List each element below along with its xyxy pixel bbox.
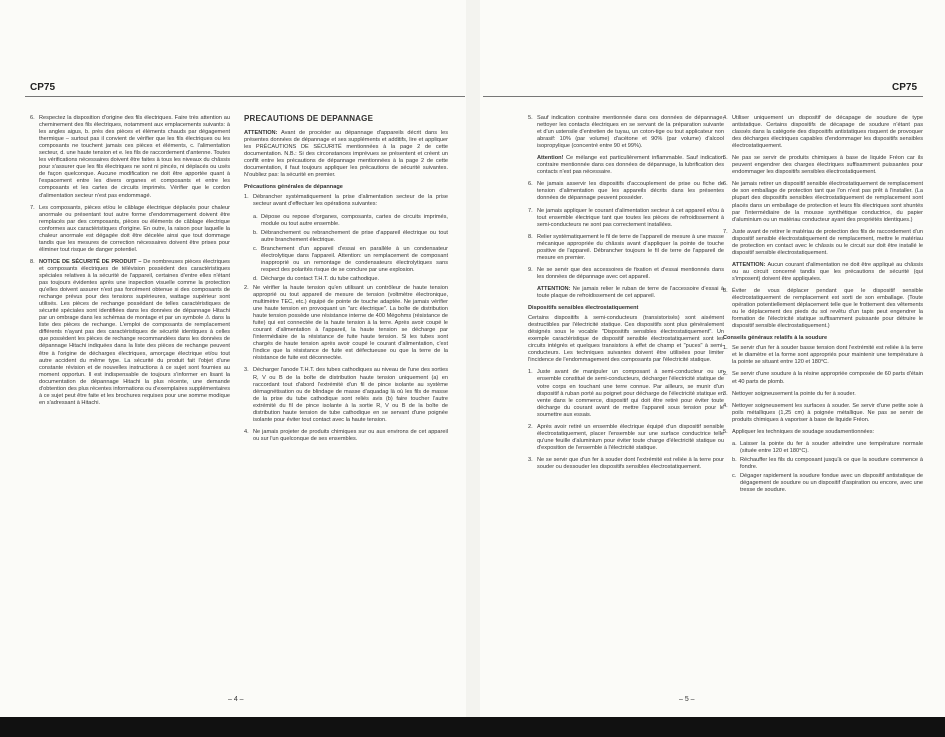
item-body: Débranchement ou rebranchement de prise d'appareil électrique ou tout autre branchement électrique. bbox=[261, 229, 448, 243]
numbered-item bbox=[723, 345, 923, 366]
item-text bbox=[537, 208, 724, 229]
header-rule-left bbox=[25, 96, 465, 97]
numbered-item bbox=[528, 155, 724, 176]
numbered-item bbox=[30, 115, 230, 200]
item-body: Aucun courant d'alimentation ne doit être appliqué au châssis ou au circuit concerné tandis que les précautions de sécurité (qui s'imposent) doivent être appliquées. bbox=[732, 261, 923, 282]
item-number: 1. bbox=[723, 345, 728, 352]
item-text bbox=[732, 391, 923, 398]
item-number: 5. bbox=[528, 115, 533, 121]
item-body: Ne jamais retirer un dispositif sensible électrostatiquement de remplacement de son emballage de protection tant que l'on n'est pas prêt à l'installer. (La plupart des dispositifs sensibles électrostatiquement de remplacement sont placés dans un emballage de protection et leurs fils électriques sont shuntés par l'intermédiaire de la mousse synthétique conductrice, du papier d'aluminium ou un matériau conducteur ayant des propriétés identiques.) bbox=[732, 181, 923, 223]
item-label: ATTENTION: bbox=[732, 261, 768, 268]
right-page bbox=[473, 0, 945, 737]
item-body: Se servir d'une soudure à la résine appropriée composée de 60 parts d'étain et 40 parts de plomb. bbox=[732, 371, 923, 385]
item-body: Éviter de vous déplacer pendant que le dispositif sensible électrostatiquement de remplacement est sorti de son emballage. (Toute opération potentiellement déplacement telle que le frottement des vêtements ou le déplacement des pieds du sol revêtu d'un tapis peut engendrer la formation de l'électricité statique suffisamment puissante pour détruire le dispositif sensible électrostatiquement.) bbox=[732, 287, 923, 330]
item-text bbox=[732, 288, 923, 330]
numbered-item bbox=[30, 259, 230, 407]
item-number bbox=[723, 262, 732, 283]
numbered-item bbox=[528, 286, 724, 300]
item-body: Ne jamais asservir les dispositifs d'accouplement de prise ou fiche de tension d'alimentation que les appareils décrits dans les présentes données de dépannage peuvent posséder. bbox=[537, 181, 724, 202]
item-body: Appliquer les techniques de soudage soudamentionnées: bbox=[732, 428, 875, 435]
subheading-esd: Dispositifs sensibles électrostatiquement bbox=[528, 305, 639, 312]
item-body: Nettoyer soigneusement les surfaces à souder. Se servir d'une petite soie à poils métalliques (1,25 cm) à poignée métallique. Ne pas se servir de produits chimiques à vaporiser à base de liquide Fréon. bbox=[732, 402, 923, 423]
item-text bbox=[732, 181, 923, 223]
item-text bbox=[39, 205, 230, 254]
item-number: 5. bbox=[723, 428, 728, 435]
item-body: Dépose ou repose d'organes, composants, cartes de circuits imprimés, module ou tout autre ensemble. bbox=[261, 213, 448, 227]
item-body: Juste avant de retirer le matériau de protection des fils de raccordement d'un dispositif sensible électrostatiquement de remplacement, mettre le matériau de protection en contact avec le châssis ou le circuit sur doit être installé le dispositif sensible électrostatiquement. bbox=[732, 228, 923, 256]
item-label: Attention! bbox=[537, 155, 566, 162]
item-text bbox=[253, 367, 448, 423]
item-body: Décharger l'anode T.H.T. des tubes cathodiques au niveau de l'une des sorties R, V ou B de la boîte de distribution haute tension uniquement (a) en raccordant tout d'abord l'extrémité d'un fil de pince isolante au système démagnétisation ou de blindage de masse d'aquadag là où les fils de masse de la prise du tube cathodique sont reliés avis (b) faire toucher l'autre extrémité du fil de pince isolante à la sortie R, V ou B de la boîte de distribution haute tension de tube cathodique en se servant d'une poignée isolante pour éviter tout contact avec la haute tension. bbox=[253, 367, 448, 423]
item-number bbox=[528, 155, 537, 176]
item-number: 2. bbox=[244, 284, 249, 291]
esd-paragraph: Certains dispositifs à semi-conducteurs (transistorisés) sont aisément destructibles par l'électricité statique. Ces dispositifs sont plus généralement désignés sous le vocable "Dispositifs sensibles électrostatiquement". Un exemple caractéristique de dispositif sensible électrostatiquement sont les circuits intégrés et quelques transistors à effet de champ et "puces" à semi-conducteurs. Les techniques suivantes doivent être utilisées pour limiter l'incidence de l'endommagement des composants par l'électricité statique. bbox=[528, 315, 724, 364]
numbered-item bbox=[723, 229, 923, 257]
item-body: Ne jamais appliquer le courant d'alimentation secteur à cet appareil et/ou à tout ensemble électrique tant que toutes les pièces de refroidissement à semi-conducteurs ne sont pas correctement installées. bbox=[537, 207, 724, 228]
item-body: Juste avant de manipuler un composant à semi-conducteur ou un ensemble constitué de semi-conducteurs, décharger l'électricité statique de votre corps en touchant une terre connue. Par ailleurs, se munir d'un dispositif à ruban porté au poignet pour décharge de l'électricité statique en vente dans le commerce, dispositif qui doit être retiré pour éviter toute décharge du courant avant de mettre l'appareil sous tension pour le soumettre aux essais. bbox=[537, 369, 724, 418]
item-number: b. bbox=[732, 456, 737, 463]
item-text bbox=[261, 230, 448, 244]
sub-item bbox=[732, 473, 923, 494]
numbered-item bbox=[528, 369, 724, 418]
item-number: 7. bbox=[30, 204, 35, 211]
item-text bbox=[537, 181, 724, 202]
item-number: 2. bbox=[723, 371, 728, 378]
item-text bbox=[261, 214, 448, 228]
attention-label: ATTENTION: bbox=[244, 130, 278, 137]
item-text bbox=[253, 194, 448, 208]
item-number: c. bbox=[253, 245, 258, 252]
sub-item bbox=[253, 230, 448, 244]
item-body: Débrancher systématiquement la prise d'alimentation secteur de la prise secteur avant d'effectuer les opérations suivantes: bbox=[253, 194, 448, 208]
item-list bbox=[723, 345, 923, 494]
item-text bbox=[732, 429, 923, 436]
item-number: 8. bbox=[723, 287, 728, 294]
attention-text: Avant de procéder au dépannage d'appareils décrit dans les présentes données de dépannage et ses suppléments et additifs, lire et appliquer les PRÉCAUTIONS DE SÉCURITÉ mentionnées à la page 2 de cette documentation. N.B.: Si des circonstances imprévues se présentent et créent un conflit entre les précautions de dépannage mentionnées à la page 2 de cette documentation, il faut toujours appliquer les précautions de sécurité suivantes. N'oubliez pas: la sécurité en premier. bbox=[244, 130, 448, 179]
page-code-right: CP75 bbox=[891, 82, 917, 93]
item-list bbox=[723, 115, 923, 330]
item-body: Nettoyer soigneusement la pointe du fer à souder. bbox=[732, 390, 856, 397]
item-text bbox=[39, 259, 230, 407]
item-text bbox=[740, 473, 923, 494]
item-text bbox=[39, 115, 230, 200]
item-number: 6. bbox=[528, 181, 533, 188]
item-text bbox=[253, 429, 448, 443]
attention-paragraph bbox=[244, 130, 448, 179]
item-body: De nombreuses pièces électriques et composants électriques de télévision possèdent des caractéristiques spéciales relatives à la sécurité de l'appareil, certaines d'entre elles n'étant pas toujours évidentes après une inspection visuelle comme la protection qu'elles doivent assurer n'est pas forcément obtenue si des composants de rechange prévus pour des tensions supérieures, wattage supérieur sont utilisés. Les pièces de rechange possédant de telles caractéristiques de sécurité spéciales sont identifiées dans les données de dépannage Hitachi par un ombrage dans les schémas de montage et par un symbole ⚠ dans la liste des pièces de rechange. L'emploi de composants de remplacement différents n'ayant pas des caractéristiques de sécurité identiques à celles que possèdent les pièces de rechange recommandées dans les données de dépannage Hitachi indiquées dans la liste des pièces de rechange peuvent être à l'origine de décharges électriques, amorçage électrique et/ou tout autre accident du même type. La sécurité du produit fait l'objet d'une constante révision et de nouvelles instructions à ce sujet sont fournies au moment opportun. Il est indispensable de toujours s'informer en lisant la documentation de dépannage Hitachi la plus récente, une demande d'obtention des plus récentes informations ou d'exemplaires supplémentaires à ce sujet peut être faite et les brochures requises pour une somme modique en s'adressant à Hitachi. bbox=[39, 258, 230, 406]
numbered-item bbox=[528, 234, 724, 262]
numbered-item bbox=[528, 424, 724, 452]
item-number: 4. bbox=[723, 115, 728, 121]
item-text bbox=[740, 457, 923, 471]
item-number: 9. bbox=[528, 266, 533, 273]
numbered-item bbox=[528, 208, 724, 229]
numbered-item bbox=[723, 115, 923, 150]
left-column-1 bbox=[30, 115, 230, 412]
item-text bbox=[261, 246, 448, 274]
item-number: 8. bbox=[30, 258, 35, 265]
numbered-item bbox=[723, 288, 923, 330]
item-body: Réchauffer les fils du composant jusqu'à ce que la soudure commence à fondre. bbox=[740, 456, 923, 470]
page-number-left: – 4 – bbox=[228, 696, 244, 703]
item-number: a. bbox=[253, 213, 258, 220]
numbered-item bbox=[723, 262, 923, 283]
item-body: Se servir d'un fer à souder basse tension dont l'extrémité est reliée à la terre et le diamètre et la forme sont appropriés pour maintenir une température à la pointe se situant entre 120 et 180°C. bbox=[732, 345, 923, 366]
item-number: 6. bbox=[723, 181, 728, 188]
item-number: 7. bbox=[528, 207, 533, 214]
item-body: Les composants, pièces et/ou le câblage électrique déplacés pour chaleur anormale ou présentant tout autre forme d'endommagement doivent être remplacés par des composants, pièces ou éléments de câblage électrique conformes aux caractéristiques d'origine. En outre, la raison pour laquelle la chaleur anormale est dégagée doit être décelée ainsi que tout dommage tandis que les mesures de correction nécessaires doivent être prises pour éliminer tout risque de danger potentiel. bbox=[39, 204, 230, 253]
numbered-item bbox=[528, 267, 724, 281]
item-text bbox=[253, 285, 448, 363]
item-body: Relier systématiquement le fil de terre de l'appareil de mesure à une masse mécanique appropriée du châssis avant d'appliquer la pointe de touche positive de l'appareil. Débrancher toujours le fil de terre de l'appareil de mesure en premier. bbox=[537, 233, 724, 261]
item-text bbox=[732, 155, 923, 176]
item-label: ATTENTION: bbox=[537, 285, 573, 292]
item-number: 6. bbox=[30, 115, 35, 121]
sub-item bbox=[253, 214, 448, 228]
subheading-solder: Conseils généraux relatifs à la soudure bbox=[723, 335, 828, 342]
numbered-item bbox=[244, 285, 448, 363]
sub-item bbox=[732, 441, 923, 455]
item-number: 3. bbox=[528, 456, 533, 463]
item-body: Après avoir retiré un ensemble électrique équipé d'un dispositif sensible électrostatiquement, placer l'ensemble sur une surface conductrice telle qu'une feuille d'aluminium pour éviter toute charge d'électricité statique ou d'exposition de l'ensemble à l'électricité statique. bbox=[537, 423, 724, 451]
page-code-left: CP75 bbox=[30, 82, 56, 93]
item-body: Sauf indication contraire mentionnée dans ces données de dépannage, nettoyer les contacts électriques en se servant de la préparation suivante et d'un ustensile d'entretien de tuyau, un coton-tige ou tout applicateur non abrasif: 10% (par volume) d'acétone et 90% (par volume) d'alcool isopropylique (concentré entre 90 et 99%). bbox=[537, 115, 724, 150]
numbered-item bbox=[723, 181, 923, 223]
subheading: Précautions générales de dépannage bbox=[244, 184, 343, 191]
numbered-item bbox=[723, 371, 923, 385]
left-column-2 bbox=[244, 115, 448, 448]
numbered-item bbox=[30, 205, 230, 254]
item-number: 4. bbox=[244, 428, 249, 435]
item-text bbox=[732, 229, 923, 257]
numbered-item bbox=[723, 403, 923, 424]
item-body: Ne jamais relier le ruban de terre de l'accessoire d'essai à toute plaque de refroidissement de cet appareil. bbox=[537, 285, 724, 299]
item-body: Ne vérifier la haute tension qu'en utilisant un contrôleur de haute tension approprié ou tout appareil de mesure de tension (voltmètre électronique, multimètre TEC, etc.) équipé de pointe de touche adaptée. Ne jamais vérifier une haute tension en provoquant un "arc électrique". La boîte de distribution haute tension possède une résistance interne de 400 Mégohms (résistance de fuite) qui est connectée de la haute tension à la terre. Après avoir coupé le courant d'alimentation à l'appareil, la haute tension se décharge par l'intermédiaire de la résistance de fuite haute tension. Si les tubes sont chargés de haute tension après avoir coupé le courant d'alimentation, c'est l'indice que la résistance de fuite est défectueuse ou que la terre de la résistance de fuite est déconnectée. bbox=[253, 284, 448, 362]
numbered-item bbox=[244, 429, 448, 443]
item-list bbox=[528, 369, 724, 471]
item-body: Respectez la disposition d'origine des fils électriques. Faire très attention au cheminement des fils électriques, notamment aux emplacements suivants: à les angles aigus, b. près des pièces et éléments chauds par dégagement thermique – surtout pas il convient de vérifier que les fils électriques ou les composants ne touchent jamais ces pièces et éléments, c. l'alimentation secteur, d. une haute tension et e. les fils de raccordement d'antenne. Toutes les vérifications nécessaires doivent être faites à tous les niveaux du châssis pour s'assurer que les fils électriques ne sont ni pincés, ni déplacés ou usés de façon quelconque. Aucune modification ne doit être apportée quant à l'espacement entre les divers organes et composants et entre les composants et les cartes de circuits imprimés. Vérifier que le cordon d'alimentation secteur n'est pas endommagé. bbox=[39, 115, 230, 199]
numbered-item bbox=[528, 115, 724, 150]
item-text bbox=[537, 115, 724, 150]
numbered-item bbox=[528, 181, 724, 202]
item-number: d. bbox=[253, 275, 258, 282]
item-text bbox=[740, 441, 923, 455]
numbered-item bbox=[723, 155, 923, 176]
item-number: a. bbox=[732, 440, 737, 447]
item-number bbox=[528, 286, 537, 300]
item-text bbox=[732, 345, 923, 366]
item-number: 3. bbox=[244, 367, 249, 374]
item-body: Ne pas se servir de produits chimiques à base de liquide Fréon car ils peuvent engendrer des charges électriques suffisamment puissantes pour endommager les dispositifs sensibles électrostatiquement. bbox=[732, 155, 923, 176]
numbered-item bbox=[244, 194, 448, 208]
item-text bbox=[537, 369, 724, 418]
item-body: Décharge du contact T.H.T. du tube cathodique. bbox=[261, 275, 380, 282]
item-number: 2. bbox=[528, 423, 533, 430]
page-number-right: – 5 – bbox=[679, 696, 695, 703]
scan-bottom-edge bbox=[0, 717, 945, 737]
item-text bbox=[732, 115, 923, 150]
item-text bbox=[537, 424, 724, 452]
numbered-item bbox=[244, 367, 448, 423]
item-body: Branchement d'un appareil d'essai en parallèle à un condensateur électrolytique dans l'appareil. Attention: un remplacement de composant inapproprié ou un remontage de condensateurs électrolytiques sans respect des polarités risque de se conclure par une explosion. bbox=[261, 245, 448, 273]
item-body: Ne se servir que des accessoires de fixation et d'essai mentionnés dans les données de dépannage avec cet appareil. bbox=[537, 266, 724, 280]
item-number: 5. bbox=[723, 155, 728, 162]
item-text bbox=[537, 457, 724, 471]
item-text bbox=[537, 155, 724, 176]
item-body: Ne se servir que d'un fer à souder dont l'extrémité est reliée à la terre pour souder ou dessouder les dispositifs sensibles électrostatiquement. bbox=[537, 456, 724, 470]
item-title: NOTICE DE SÉCURITÉ DE PRODUIT – bbox=[39, 258, 144, 265]
header-rule-right bbox=[483, 96, 923, 97]
sub-item bbox=[253, 246, 448, 274]
item-body: Utiliser uniquement un dispositif de décapage de soudure de type antistatique. Certains dispositifs de décapage de soudure n'étant pas classés dans la catégorie des dispositifs antistatiques risquent de provoquer des décharges électriques capables d'endommager les dispositifs sensibles électrostatiquement. bbox=[732, 115, 923, 150]
item-text bbox=[537, 267, 724, 281]
left-page bbox=[0, 0, 472, 737]
numbered-item bbox=[528, 457, 724, 471]
item-body: Ne jamais projeter de produits chimiques sur ou aux environs de cet appareil ou sur l'un quelconque de ses ensembles. bbox=[253, 428, 448, 442]
numbered-item bbox=[723, 391, 923, 398]
sub-item bbox=[732, 457, 923, 471]
item-text bbox=[732, 403, 923, 424]
item-number: 1. bbox=[528, 369, 533, 376]
item-number: b. bbox=[253, 229, 258, 236]
item-text bbox=[537, 286, 724, 300]
item-text bbox=[261, 276, 448, 283]
item-number: 7. bbox=[723, 228, 728, 235]
item-text bbox=[732, 262, 923, 283]
item-number: 4. bbox=[723, 402, 728, 409]
item-body: Dégager rapidement la soudure fondue avec un dispositif antistatique de dégagement de soudure ou un dispositif d'aspiration ou encore, avec une tresse de soudure. bbox=[740, 472, 923, 494]
item-number: 1. bbox=[244, 194, 249, 201]
item-text bbox=[537, 234, 724, 262]
item-body: Laisser la pointe du fer à souder atteindre une température normale (située entre 120 et 180°C). bbox=[740, 440, 923, 454]
item-list bbox=[528, 115, 724, 300]
sub-item bbox=[253, 276, 448, 283]
item-number: 3. bbox=[723, 390, 728, 397]
item-number: c. bbox=[732, 472, 737, 479]
right-column-1 bbox=[528, 115, 724, 476]
right-column-2 bbox=[723, 115, 923, 496]
item-list bbox=[244, 194, 448, 443]
item-text bbox=[732, 371, 923, 385]
numbered-item bbox=[723, 429, 923, 436]
item-body: Ce mélange est particulièrement inflammable. Sauf indication contraire mentionnée dans ces données de dépannage, la lubrification des contacts n'est pas nécessaire. bbox=[537, 155, 724, 176]
section-title: PRÉCAUTIONS DE DÉPANNAGE bbox=[244, 115, 374, 123]
item-number: 8. bbox=[528, 233, 533, 240]
